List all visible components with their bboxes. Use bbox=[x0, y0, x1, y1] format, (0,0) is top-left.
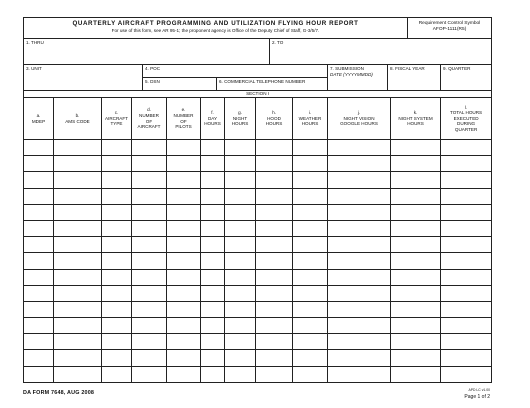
entry-cell[interactable] bbox=[391, 156, 441, 172]
entry-cell[interactable] bbox=[391, 220, 441, 236]
entry-cell[interactable] bbox=[328, 366, 391, 382]
entry-cell[interactable] bbox=[328, 334, 391, 350]
column-header-row bbox=[24, 98, 492, 140]
entry-cell[interactable] bbox=[167, 156, 201, 172]
column-title-line: TOTAL HOURS bbox=[450, 110, 483, 116]
entry-cell[interactable] bbox=[54, 301, 102, 317]
entry-cell[interactable] bbox=[24, 140, 54, 156]
entry-cell[interactable] bbox=[293, 172, 328, 188]
entry-cell[interactable] bbox=[102, 156, 132, 172]
entry-cell[interactable] bbox=[24, 237, 54, 253]
entry-cell[interactable] bbox=[132, 237, 167, 253]
table-row bbox=[24, 253, 492, 269]
column-title-line: DAY bbox=[207, 115, 218, 121]
entry-cell[interactable] bbox=[102, 334, 132, 350]
entry-cell[interactable] bbox=[167, 188, 201, 204]
submission-date-format: DATE (YYYYMMDD) bbox=[330, 71, 373, 77]
form-title: QUARTERLY AIRCRAFT PROGRAMMING AND UTILIZATION FLYING HOUR REPORT bbox=[72, 20, 359, 27]
entry-cell[interactable] bbox=[328, 350, 391, 366]
entry-cell[interactable] bbox=[441, 334, 492, 350]
entry-cell[interactable] bbox=[256, 301, 293, 317]
column-title-line: PILOTS bbox=[175, 124, 192, 130]
entry-cell[interactable] bbox=[24, 318, 54, 334]
table-row bbox=[24, 220, 492, 236]
entry-cell[interactable] bbox=[225, 318, 256, 334]
table-row bbox=[24, 334, 492, 350]
entry-cell[interactable] bbox=[54, 269, 102, 285]
entry-cell[interactable] bbox=[225, 301, 256, 317]
entry-cell[interactable] bbox=[102, 172, 132, 188]
entry-cell[interactable] bbox=[24, 156, 54, 172]
entry-cell[interactable] bbox=[201, 334, 225, 350]
entry-cell[interactable] bbox=[167, 269, 201, 285]
entry-cell[interactable] bbox=[256, 350, 293, 366]
entry-cell[interactable] bbox=[256, 253, 293, 269]
column-title-line: EXECUTED bbox=[453, 115, 479, 121]
entry-cell[interactable] bbox=[225, 220, 256, 236]
entry-cell[interactable] bbox=[132, 188, 167, 204]
table-row bbox=[24, 366, 492, 382]
entry-cell[interactable] bbox=[441, 220, 492, 236]
column-header bbox=[441, 98, 492, 140]
entry-cell[interactable] bbox=[132, 253, 167, 269]
entry-cell[interactable] bbox=[167, 237, 201, 253]
entry-cell[interactable] bbox=[256, 366, 293, 382]
entry-cell[interactable] bbox=[256, 172, 293, 188]
entry-cell[interactable] bbox=[293, 285, 328, 301]
entry-cell[interactable] bbox=[24, 285, 54, 301]
entry-cell[interactable] bbox=[132, 220, 167, 236]
entry-cell[interactable] bbox=[391, 140, 441, 156]
entry-cell[interactable] bbox=[328, 220, 391, 236]
column-letter: a. bbox=[36, 112, 41, 118]
entry-cell[interactable] bbox=[201, 220, 225, 236]
entry-cell[interactable] bbox=[391, 237, 441, 253]
entry-cell[interactable] bbox=[225, 253, 256, 269]
entry-cell[interactable] bbox=[225, 350, 256, 366]
dsn-label: 5. DSN bbox=[145, 79, 160, 84]
table-row bbox=[24, 318, 492, 334]
entry-cell[interactable] bbox=[102, 204, 132, 220]
entry-cell[interactable] bbox=[391, 334, 441, 350]
column-header bbox=[256, 98, 293, 140]
entry-cell[interactable] bbox=[167, 204, 201, 220]
unit-block bbox=[23, 64, 492, 91]
footer-right bbox=[464, 388, 490, 400]
column-title-line: TYPE bbox=[110, 121, 123, 127]
column-letter: l. bbox=[464, 104, 468, 110]
entry-cell[interactable] bbox=[201, 269, 225, 285]
entry-cell[interactable] bbox=[201, 285, 225, 301]
table-row bbox=[24, 301, 492, 317]
entry-cell[interactable] bbox=[391, 285, 441, 301]
entry-cell[interactable] bbox=[167, 350, 201, 366]
entry-cell[interactable] bbox=[328, 285, 391, 301]
entry-cell[interactable] bbox=[201, 172, 225, 188]
entry-cell[interactable] bbox=[102, 237, 132, 253]
column-letter: k. bbox=[413, 110, 418, 116]
commercial-phone-field[interactable] bbox=[217, 78, 328, 91]
column-letter: h. bbox=[272, 110, 276, 116]
fiscal-year-field[interactable] bbox=[388, 65, 441, 91]
entry-cell[interactable] bbox=[256, 156, 293, 172]
entry-cell[interactable] bbox=[256, 334, 293, 350]
entry-cell[interactable] bbox=[328, 237, 391, 253]
table-row bbox=[24, 285, 492, 301]
entry-cell[interactable] bbox=[293, 188, 328, 204]
table-row bbox=[24, 140, 492, 156]
rcs-cell bbox=[408, 18, 492, 39]
entry-cell[interactable] bbox=[256, 204, 293, 220]
table-row bbox=[24, 188, 492, 204]
entry-cell[interactable] bbox=[225, 204, 256, 220]
entry-cell[interactable] bbox=[391, 318, 441, 334]
quarter-label: 9. QUARTER bbox=[443, 66, 471, 71]
entry-cell[interactable] bbox=[225, 269, 256, 285]
entry-cell[interactable] bbox=[102, 269, 132, 285]
entry-cell[interactable] bbox=[441, 204, 492, 220]
entry-cell[interactable] bbox=[132, 140, 167, 156]
column-letter: f. bbox=[211, 110, 214, 116]
entry-cell[interactable] bbox=[441, 301, 492, 317]
entry-cell[interactable] bbox=[167, 172, 201, 188]
page-number: Page 1 of 2 bbox=[464, 394, 490, 400]
flying-hour-report-form bbox=[23, 17, 491, 383]
entry-cell[interactable] bbox=[132, 366, 167, 382]
entry-cell[interactable] bbox=[293, 253, 328, 269]
entry-cell[interactable] bbox=[102, 318, 132, 334]
entry-cell[interactable] bbox=[167, 301, 201, 317]
entry-cell[interactable] bbox=[391, 172, 441, 188]
entry-cell[interactable] bbox=[54, 140, 102, 156]
column-title-line: HOURS bbox=[231, 121, 249, 127]
entry-cell[interactable] bbox=[256, 140, 293, 156]
entry-cell[interactable] bbox=[201, 253, 225, 269]
entry-cell[interactable] bbox=[391, 301, 441, 317]
entry-cell[interactable] bbox=[54, 334, 102, 350]
entry-cell[interactable] bbox=[391, 188, 441, 204]
entry-cell[interactable] bbox=[132, 318, 167, 334]
column-letter: e. bbox=[181, 107, 186, 113]
entry-cell[interactable] bbox=[201, 237, 225, 253]
entry-cell[interactable] bbox=[54, 285, 102, 301]
entry-cell[interactable] bbox=[102, 140, 132, 156]
thru-label: 1. THRU bbox=[26, 40, 44, 45]
section-one-table bbox=[23, 90, 492, 383]
column-title-line: DURING bbox=[457, 121, 476, 127]
entry-cell[interactable] bbox=[24, 334, 54, 350]
rcs-label: Requirement Control Symbol bbox=[418, 21, 481, 26]
entry-cell[interactable] bbox=[293, 318, 328, 334]
routing-block bbox=[23, 38, 492, 65]
entry-cell[interactable] bbox=[201, 156, 225, 172]
entry-cell[interactable] bbox=[441, 172, 492, 188]
entry-cell[interactable] bbox=[256, 269, 293, 285]
entry-cell[interactable] bbox=[132, 350, 167, 366]
entry-cell[interactable] bbox=[24, 301, 54, 317]
column-header bbox=[167, 98, 201, 140]
entry-cell[interactable] bbox=[201, 140, 225, 156]
column-title-line: NUMBER bbox=[139, 112, 159, 118]
entry-cell[interactable] bbox=[167, 253, 201, 269]
column-title-line: OF bbox=[180, 118, 187, 124]
submission-date-field[interactable] bbox=[328, 65, 388, 91]
entry-cell[interactable] bbox=[328, 140, 391, 156]
entry-cell[interactable] bbox=[167, 285, 201, 301]
entry-cell[interactable] bbox=[132, 301, 167, 317]
column-title-line: AMS CODE bbox=[65, 118, 90, 124]
poc-label: 4. POC bbox=[145, 66, 161, 71]
entry-cell[interactable] bbox=[102, 366, 132, 382]
column-title-line: NIGHT SYSTEM bbox=[398, 115, 433, 121]
entry-cell[interactable] bbox=[24, 269, 54, 285]
entry-cell[interactable] bbox=[391, 350, 441, 366]
entry-cell[interactable] bbox=[441, 156, 492, 172]
quarter-field[interactable] bbox=[441, 65, 492, 91]
column-title-line: HOURS bbox=[204, 121, 221, 127]
entry-cell[interactable] bbox=[132, 172, 167, 188]
column-title-line: NIGHT VISION bbox=[343, 115, 375, 121]
entry-cell[interactable] bbox=[225, 172, 256, 188]
column-title-line: HOURS bbox=[265, 121, 283, 127]
entry-cell[interactable] bbox=[24, 188, 54, 204]
submission-date-label: 7. SUBMISSION bbox=[330, 66, 364, 71]
entry-cell[interactable] bbox=[102, 285, 132, 301]
column-letter: g. bbox=[238, 110, 242, 116]
entry-cell[interactable] bbox=[201, 318, 225, 334]
entry-cell[interactable] bbox=[256, 220, 293, 236]
entry-cell[interactable] bbox=[132, 156, 167, 172]
column-title-line: AIRCRAFT bbox=[105, 115, 128, 121]
entry-cell[interactable] bbox=[225, 366, 256, 382]
unit-field[interactable] bbox=[24, 65, 143, 91]
title-block bbox=[23, 17, 492, 39]
entry-cell[interactable] bbox=[24, 253, 54, 269]
table-row bbox=[24, 156, 492, 172]
entry-cell[interactable] bbox=[256, 237, 293, 253]
entry-cell[interactable] bbox=[54, 318, 102, 334]
entry-cell[interactable] bbox=[132, 204, 167, 220]
entry-cell[interactable] bbox=[293, 140, 328, 156]
column-header bbox=[24, 98, 54, 140]
section-one-label: SECTION I bbox=[24, 91, 492, 98]
entry-cell[interactable] bbox=[328, 253, 391, 269]
thru-field[interactable] bbox=[24, 39, 270, 65]
table-row bbox=[24, 237, 492, 253]
column-header bbox=[328, 98, 391, 140]
entry-cell[interactable] bbox=[102, 350, 132, 366]
entry-cell[interactable] bbox=[293, 334, 328, 350]
entry-cell[interactable] bbox=[441, 237, 492, 253]
table-row bbox=[24, 350, 492, 366]
column-title-line: NIGHT bbox=[232, 115, 248, 121]
entry-cell[interactable] bbox=[293, 301, 328, 317]
entry-cell[interactable] bbox=[391, 366, 441, 382]
entry-cell[interactable] bbox=[102, 301, 132, 317]
entry-cell[interactable] bbox=[328, 156, 391, 172]
column-title-line: HOOD bbox=[267, 115, 281, 121]
entry-cell[interactable] bbox=[24, 172, 54, 188]
column-title-line: AIRCRAFT bbox=[137, 124, 161, 130]
entry-cell[interactable] bbox=[441, 269, 492, 285]
entry-cell[interactable] bbox=[225, 334, 256, 350]
entry-cell[interactable] bbox=[167, 334, 201, 350]
entry-cell[interactable] bbox=[293, 350, 328, 366]
entry-cell[interactable] bbox=[328, 188, 391, 204]
column-header bbox=[293, 98, 328, 140]
entry-cell[interactable] bbox=[225, 285, 256, 301]
column-letter: d. bbox=[147, 107, 151, 113]
entry-cell[interactable] bbox=[391, 269, 441, 285]
entry-cell[interactable] bbox=[54, 366, 102, 382]
column-header bbox=[132, 98, 167, 140]
entry-cell[interactable] bbox=[441, 366, 492, 382]
entry-cell[interactable] bbox=[54, 350, 102, 366]
entry-cell[interactable] bbox=[201, 204, 225, 220]
entry-cell[interactable] bbox=[24, 350, 54, 366]
entry-cell[interactable] bbox=[225, 188, 256, 204]
entry-cell[interactable] bbox=[328, 269, 391, 285]
column-header bbox=[391, 98, 441, 140]
entry-cell[interactable] bbox=[441, 253, 492, 269]
to-label: 2. TO bbox=[272, 40, 284, 45]
entry-cell[interactable] bbox=[293, 237, 328, 253]
column-header bbox=[201, 98, 225, 140]
column-title-line: HOURS bbox=[407, 121, 424, 127]
entry-cell[interactable] bbox=[167, 318, 201, 334]
form-id: DA FORM 7648, AUG 2008 bbox=[23, 390, 95, 396]
entry-cell[interactable] bbox=[256, 285, 293, 301]
entry-cell[interactable] bbox=[167, 366, 201, 382]
column-title-line: OF bbox=[145, 118, 153, 124]
entry-cell[interactable] bbox=[54, 237, 102, 253]
entry-cell[interactable] bbox=[54, 253, 102, 269]
entry-cell[interactable] bbox=[132, 269, 167, 285]
entry-cell[interactable] bbox=[328, 318, 391, 334]
title-cell bbox=[24, 18, 408, 39]
entry-cell[interactable] bbox=[391, 253, 441, 269]
entry-cell[interactable] bbox=[328, 204, 391, 220]
entry-cell[interactable] bbox=[328, 172, 391, 188]
entry-cell[interactable] bbox=[293, 204, 328, 220]
entry-cell[interactable] bbox=[441, 318, 492, 334]
to-field[interactable] bbox=[270, 39, 492, 65]
entry-cell[interactable] bbox=[441, 350, 492, 366]
rcs-value: AFOP-1111(R5) bbox=[432, 27, 467, 32]
column-title-line: GOOGLE HOURS bbox=[340, 121, 378, 127]
commercial-phone-label: 6. COMMERCIAL TELEPHONE NUMBER bbox=[219, 79, 306, 84]
column-header bbox=[54, 98, 102, 140]
column-header bbox=[225, 98, 256, 140]
entry-cell[interactable] bbox=[24, 204, 54, 220]
table-row bbox=[24, 172, 492, 188]
dsn-field[interactable] bbox=[143, 78, 217, 91]
entry-cell[interactable] bbox=[293, 269, 328, 285]
column-letter: j. bbox=[357, 110, 361, 116]
entry-cell[interactable] bbox=[167, 140, 201, 156]
column-letter: i. bbox=[308, 110, 312, 116]
entry-cell[interactable] bbox=[24, 220, 54, 236]
entry-cell[interactable] bbox=[328, 301, 391, 317]
entry-cell[interactable] bbox=[225, 156, 256, 172]
form-subtitle: For use of this form, see AR 95-1; the proponent agency is Office of the Deputy Chief of Staff, G-3/5/7. bbox=[111, 28, 320, 33]
fiscal-year-label: 8. FISCAL YEAR bbox=[390, 66, 425, 71]
entry-cell[interactable] bbox=[293, 156, 328, 172]
column-letter: b. bbox=[75, 112, 80, 118]
entry-cell[interactable] bbox=[225, 140, 256, 156]
entry-cell[interactable] bbox=[167, 220, 201, 236]
column-title-line: QUARTER bbox=[454, 126, 478, 132]
entry-cell[interactable] bbox=[201, 301, 225, 317]
entry-cell[interactable] bbox=[201, 350, 225, 366]
entry-cell[interactable] bbox=[441, 285, 492, 301]
entry-cell[interactable] bbox=[102, 253, 132, 269]
entry-cell[interactable] bbox=[441, 140, 492, 156]
entry-cell[interactable] bbox=[54, 156, 102, 172]
column-title-line: WEATHER bbox=[298, 115, 322, 121]
poc-field[interactable] bbox=[143, 65, 328, 78]
entry-cell[interactable] bbox=[293, 220, 328, 236]
entry-cell[interactable] bbox=[54, 220, 102, 236]
entry-cell[interactable] bbox=[256, 318, 293, 334]
column-title-line: HOURS bbox=[301, 121, 319, 127]
table-row bbox=[24, 269, 492, 285]
entry-cell[interactable] bbox=[54, 204, 102, 220]
entry-cell[interactable] bbox=[201, 366, 225, 382]
column-header bbox=[102, 98, 132, 140]
entry-cell[interactable] bbox=[54, 172, 102, 188]
entry-cell[interactable] bbox=[256, 188, 293, 204]
entry-cell[interactable] bbox=[293, 366, 328, 382]
entry-cell[interactable] bbox=[54, 188, 102, 204]
entry-cell[interactable] bbox=[132, 334, 167, 350]
table-row bbox=[24, 204, 492, 220]
entry-cell[interactable] bbox=[441, 188, 492, 204]
column-title-line: MDEP bbox=[31, 118, 46, 124]
entry-cell[interactable] bbox=[391, 204, 441, 220]
entry-cell[interactable] bbox=[201, 188, 225, 204]
entry-cell[interactable] bbox=[132, 285, 167, 301]
entry-cell[interactable] bbox=[102, 188, 132, 204]
apd-version: APD LC v1.00 bbox=[468, 388, 490, 392]
column-title-line: NUMBER bbox=[173, 112, 194, 118]
entry-cell[interactable] bbox=[225, 237, 256, 253]
entry-cell[interactable] bbox=[102, 220, 132, 236]
entry-cell[interactable] bbox=[24, 366, 54, 382]
unit-label: 3. UNIT bbox=[26, 66, 42, 71]
column-letter: c. bbox=[114, 110, 119, 116]
